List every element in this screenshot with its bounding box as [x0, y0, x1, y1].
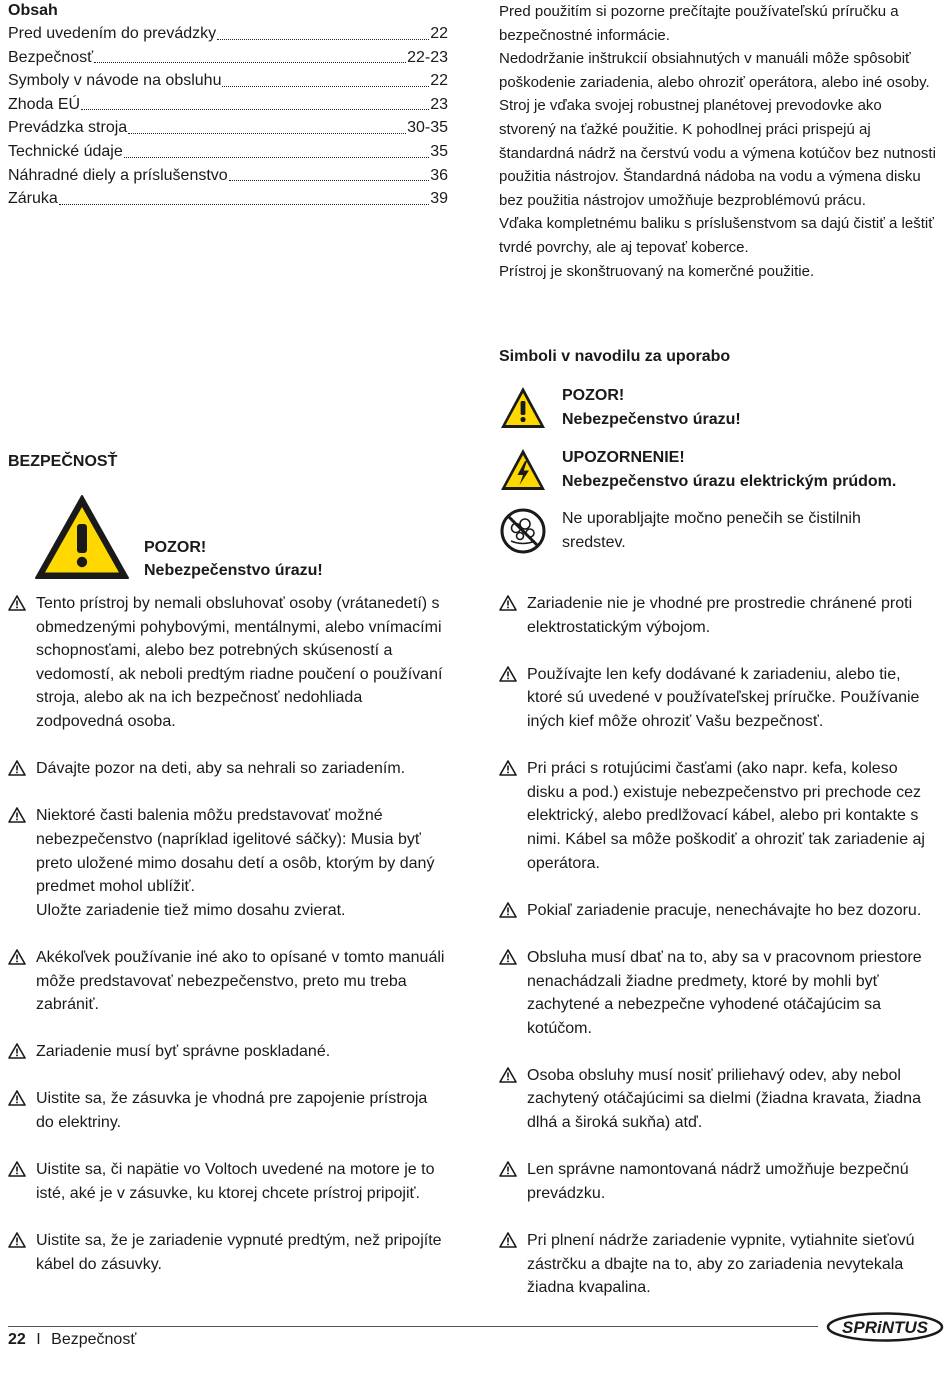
toc-entry-page: 30-35: [407, 119, 448, 137]
safety-item: [499, 1158, 939, 1205]
toc-entry-label: Pred uvedením do prevádzky: [8, 25, 217, 42]
safety-item: [8, 1087, 448, 1134]
safety-item: [8, 592, 448, 734]
warning-small-icon: [8, 946, 28, 965]
safety-item: [499, 592, 939, 639]
safety-item-text: Osoba obsluhy musí nosiť priliehavý odev, aby nebol zachytený otáčajúcimi sa dielmi (žiadna kravata, žiadna dlhá a široká sukňa) atď.: [527, 1066, 921, 1132]
safety-warning-block: [34, 494, 323, 580]
brand-logo-text: SPRiNTUS: [842, 1318, 928, 1337]
warning-small-icon: [8, 804, 28, 823]
warning-label: POZOR!: [144, 538, 207, 556]
toc-entry[interactable]: [8, 187, 448, 211]
warning-small-icon: [8, 1229, 28, 1248]
warning-small-icon: [8, 1040, 28, 1059]
toc-entry-page: 36: [430, 166, 448, 184]
toc-leader-dots: [59, 204, 429, 205]
toc-entry-label: Záruka: [8, 190, 58, 208]
footer: [8, 1328, 136, 1352]
symbol-row: [499, 507, 939, 555]
safety-item-text: Používajte len kefy dodávané k zariadeniu, alebo tie, ktoré sú uvedené v používateľskej príručke. Používanie iných kief môže ohroziť Vašu bezpečnosť.: [527, 665, 920, 730]
symbol-label: POZOR!: [562, 387, 625, 404]
safety-item: [8, 757, 448, 781]
safety-item: [8, 946, 448, 1017]
brand-logo-icon: [826, 1312, 944, 1342]
safety-item-text: Len správne namontovaná nádrž umožňuje bezpečnú prevádzku.: [527, 1161, 909, 1202]
safety-item: [499, 757, 939, 875]
safety-item: [499, 946, 939, 1040]
safety-item-text: Akékoľvek používanie iné ako to opísané v tomto manuáli môže predstavovať nebezpečenstvo, preto mu treba zabrániť.: [36, 948, 445, 1014]
safety-item: [8, 804, 448, 922]
safety-item-text: Uistite sa, či napätie vo Voltoch uvedené na motore je to isté, aké je v zásuvke, ku ktorej chcete prístroj pripojiť.: [36, 1161, 435, 1202]
no-foaming-detergent-icon: [499, 507, 547, 555]
symbol-description: sredstev.: [562, 533, 626, 551]
toc-leader-dots: [222, 86, 429, 87]
safety-item: [8, 1229, 448, 1276]
symbol-description: Nebezpečenstvo úrazu!: [562, 410, 741, 428]
footer-separator: I: [36, 1331, 41, 1348]
safety-item-text: Obsluha musí dbať na to, aby sa v pracovnom priestore nenachádzali žiadne predmety, ktoré by mohli byť zachytené a nebezpečne vyhodené otáčajúcim sa kotúčom.: [527, 948, 922, 1037]
intro-paragraph: Nedodržanie inštrukcií obsiahnutých v manuáli môže spôsobiť poškodenie zariadenia, alebo ohroziť operátora, alebo iné osoby. Stroj je vďaka svojej robustnej planétovej prevodovke ako stvorený na ťažké použitie. K pohodlnej práci prispejú aj štandardná nádrž na čerstvú vodu a výmena kotúčov bez nutnosti použitia nástrojov. Štandardná nádoba na vodu a výmena disku bez použitia nástrojov umožňuje bezproblémovú prácu.: [499, 50, 936, 209]
safety-item-text: Pokiaľ zariadenie pracuje, nenechávajte ho bez dozoru.: [527, 901, 922, 919]
symbol-description: Nebezpečenstvo úrazu elektrickým prúdom.: [562, 472, 897, 490]
toc-entry-label: Technické údaje: [8, 142, 123, 160]
warning-small-icon: [499, 663, 519, 682]
toc-entry[interactable]: [8, 140, 448, 164]
toc-entry[interactable]: [8, 69, 448, 93]
safety-item-text: Pri práci s rotujúcimi časťami (ako napr. kefa, koleso disku a pod.) existuje nebezpečenstvo pri prechode cez elektrický, alebo predlžovací kábel, alebo pri kontakte s nimi. Kábel sa môže poškodiť a ohroziť tak zariadenie aj operátora.: [527, 760, 925, 872]
toc-leader-dots: [229, 180, 430, 181]
safety-item: [8, 1040, 448, 1064]
safety-list-right: [499, 592, 939, 1323]
warning-small-icon: [8, 592, 28, 611]
safety-item-text: Pri plnení nádrže zariadenie vypnite, vytiahnite sieťovú zástrčku a dbajte na to, aby zo zariadenia nevytekala žiadna kvapalina.: [527, 1232, 915, 1297]
intro-paragraph: Prístroj je skonštruovaný na komerčné použitie.: [499, 262, 815, 280]
safety-item-text: Uistite sa, že zásuvka je vhodná pre zapojenie prístroja do elektriny.: [36, 1090, 428, 1132]
symbol-text: [562, 384, 741, 431]
symbol-row: [499, 446, 939, 494]
table-of-contents: [8, 0, 448, 211]
warning-small-icon: [8, 1087, 28, 1106]
safety-item: [8, 1158, 448, 1205]
toc-leader-dots: [128, 133, 406, 134]
footer-section: Bezpečnosť: [51, 1331, 137, 1348]
electric-hazard-icon: [499, 446, 547, 494]
toc-entry-label: Bezpečnosť: [8, 48, 94, 66]
toc-leader-dots: [124, 157, 429, 158]
symbol-text: [562, 507, 861, 554]
warning-small-icon: [499, 946, 519, 965]
safety-item-text: Uistite sa, že je zariadenie vypnuté predtým, než pripojíte kábel do zásuvky.: [36, 1232, 442, 1273]
safety-heading: BEZPEČNOSŤ: [8, 453, 118, 470]
safety-item-text: Zariadenie musí byť správne poskladané.: [36, 1043, 331, 1061]
warning-small-icon: [8, 1158, 28, 1177]
warning-small-icon: [499, 592, 519, 611]
toc-entry-page: 22: [430, 25, 448, 42]
safety-item: [499, 663, 939, 734]
symbol-description: Ne uporabljajte močno penečih se čistilnih: [562, 510, 861, 527]
toc-entry-label: Prevádzka stroja: [8, 119, 128, 137]
safety-item: [499, 899, 939, 923]
symbol-label: UPOZORNENIE!: [562, 449, 685, 466]
page-number: 22: [8, 1331, 26, 1348]
intro-text: [499, 0, 939, 283]
safety-item-text: Tento prístroj by nemali obsluhovať osoby (vrátanedetí) s obmedzenými pohybovými, mentálnymi, alebo vnímacími schopnosťami, alebo bez potrebných skúseností a vedomostí, ak neboli predtým riadne poučení o používaní stroja, alebo ak na ich bezpečnosť nedohliada zodpovedná osoba.: [36, 595, 443, 730]
intro-paragraph: Vďaka kompletnému baliku s príslušenstvom sa dajú čistiť a leštiť tvrdé povrchy, ale aj tepovať koberce.: [499, 215, 934, 256]
toc-entry-label: Symboly v návode na obsluhu: [8, 72, 222, 90]
large-warning-triangle-icon: [34, 494, 130, 580]
toc-entry-page: 22-23: [407, 48, 448, 66]
warning-small-icon: [8, 757, 28, 776]
symbol-row: [499, 384, 939, 432]
toc-entry-page: 23: [430, 95, 448, 113]
symbols-section: [499, 345, 939, 555]
warning-small-icon: [499, 899, 519, 918]
symbols-title: Simboli v navodilu za uporabo: [499, 348, 731, 365]
sprintus-logo: [826, 1312, 944, 1347]
symbol-text: [562, 446, 896, 493]
toc-entry[interactable]: [8, 22, 448, 46]
safety-item: [499, 1229, 939, 1300]
footer-divider: [8, 1326, 818, 1327]
safety-item-text: Dávajte pozor na deti, aby sa nehrali so zariadením.: [36, 760, 406, 778]
toc-entry[interactable]: [8, 46, 448, 70]
warning-small-icon: [499, 1158, 519, 1177]
toc-entry-label: Zhoda EÚ: [8, 95, 81, 113]
toc-entry[interactable]: [8, 93, 448, 117]
toc-leader-dots: [94, 62, 406, 63]
intro-paragraph: Pred použitím si pozorne prečítajte používateľskú príručku a bezpečnostné informácie.: [499, 3, 899, 44]
toc-entry[interactable]: [8, 116, 448, 140]
safety-item-text: Zariadenie nie je vhodné pre prostredie chránené proti elektrostatickým výbojom.: [527, 595, 913, 636]
toc-title: Obsah: [8, 2, 58, 19]
toc-entry-page: 35: [430, 142, 448, 160]
warning-description: Nebezpečenstvo úrazu!: [144, 562, 323, 580]
toc-leader-dots: [81, 109, 429, 110]
warning-small-icon: [499, 757, 519, 776]
toc-entry-page: 22: [430, 72, 448, 90]
safety-item-text: Niektoré časti balenia môžu predstavovať možné nebezpečenstvo (napríklad igelitové sáčky): Musia byť preto uložené mimo dosahu detí a osôb, ktorým by daný predmet mohol ublížiť. Uložte zariadenie tiež mimo dosahu zvierat.: [36, 807, 435, 919]
safety-list-left: [8, 592, 448, 1300]
warning-small-icon: [499, 1229, 519, 1248]
warning-triangle-icon: [499, 384, 547, 432]
toc-leader-dots: [217, 39, 429, 40]
warning-small-icon: [499, 1064, 519, 1083]
toc-entry-page: 39: [430, 190, 448, 208]
toc-entry[interactable]: [8, 164, 448, 188]
warning-text: [144, 536, 323, 583]
safety-item: [499, 1064, 939, 1135]
toc-entry-label: Náhradné diely a príslušenstvo: [8, 166, 228, 184]
